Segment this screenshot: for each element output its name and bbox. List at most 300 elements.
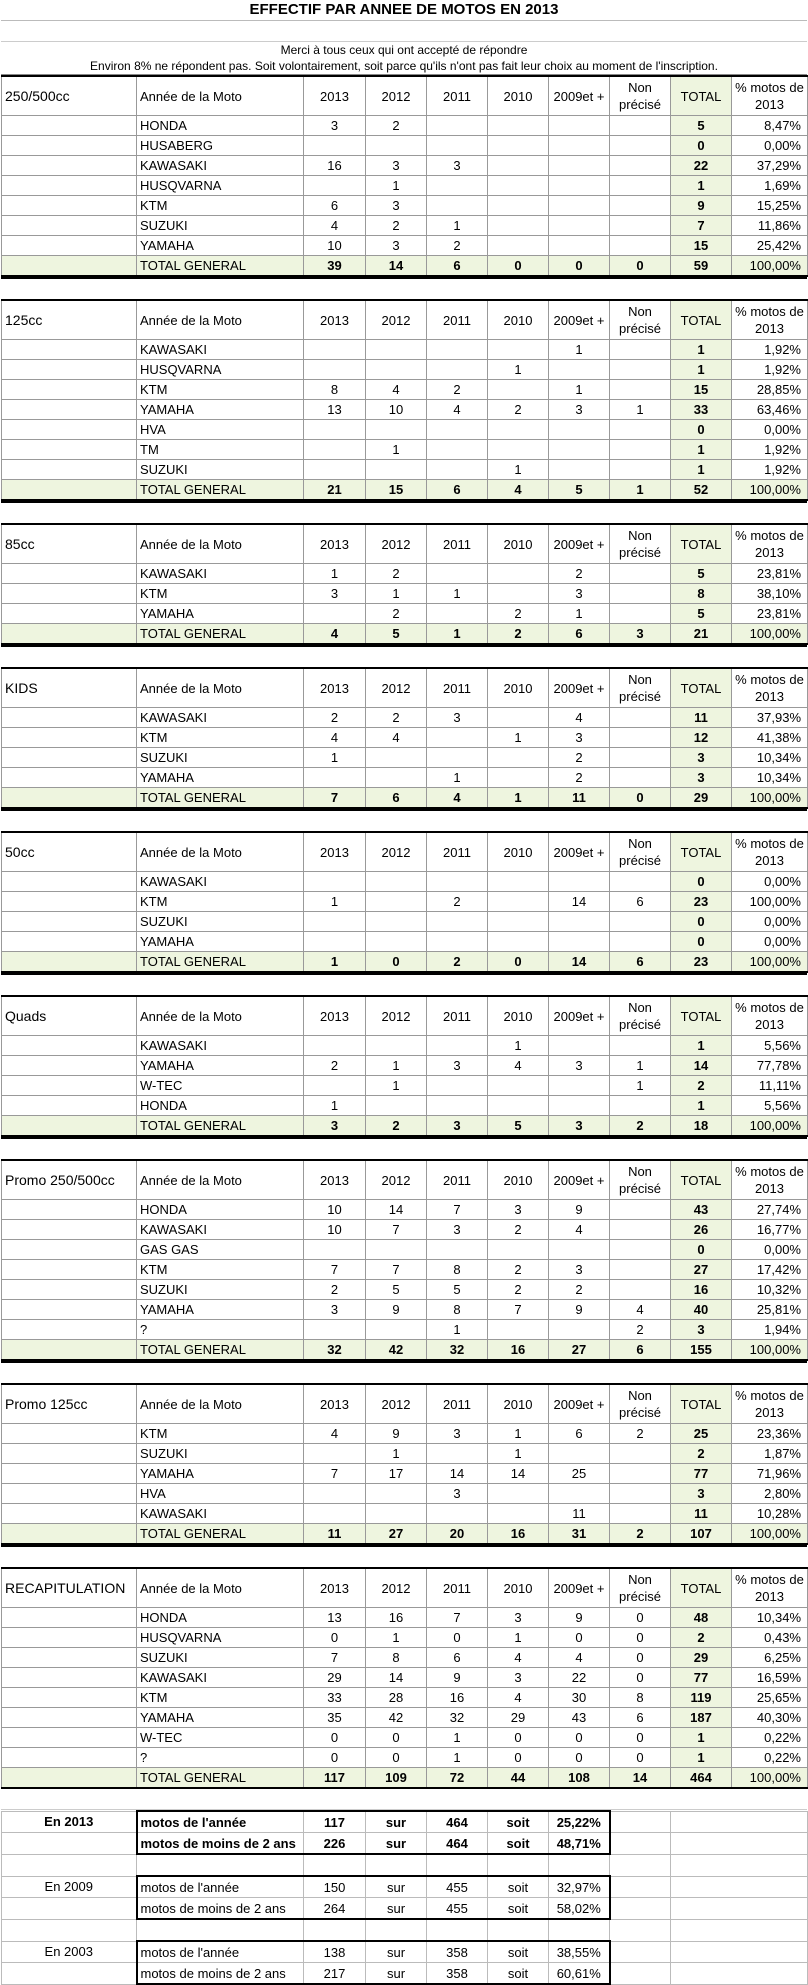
total-cell: 4 — [488, 480, 549, 501]
total-cell: 100,00% — [732, 788, 808, 809]
cell: 10,28% — [732, 1504, 808, 1524]
column-header: Année de la Moto — [137, 996, 304, 1036]
row-spacer — [2, 1688, 137, 1708]
section-table — [1, 995, 808, 1137]
blank-cell — [488, 1919, 549, 1941]
cell: 3 — [427, 1220, 488, 1240]
column-header: Année de la Moto — [137, 1160, 304, 1200]
cell: 22 — [549, 1668, 610, 1688]
summary-cell: 38,55% — [549, 1941, 610, 1963]
cell — [366, 1240, 427, 1260]
cell: 32 — [427, 1708, 488, 1728]
cell: 1 — [304, 892, 366, 912]
brand-name: SUZUKI — [137, 1648, 304, 1668]
section-name: 85cc — [2, 524, 137, 564]
cell — [610, 1484, 671, 1504]
cell — [610, 1280, 671, 1300]
cell: 13 — [304, 1608, 366, 1628]
cell — [488, 892, 549, 912]
cell — [427, 176, 488, 196]
cell: 16,59% — [732, 1668, 808, 1688]
header-row — [2, 76, 808, 116]
cell: 16 — [671, 1280, 732, 1300]
cell: 10 — [304, 1200, 366, 1220]
cell: 3 — [671, 768, 732, 788]
summary-label: motos de l'année — [137, 1811, 304, 1833]
cell: 35 — [304, 1708, 366, 1728]
cell: 25 — [671, 1424, 732, 1444]
brand-name: KTM — [137, 380, 304, 400]
cell — [366, 932, 427, 952]
cell: 8 — [366, 1648, 427, 1668]
table-row — [2, 584, 808, 604]
cell — [610, 216, 671, 236]
total-cell: 39 — [304, 256, 366, 277]
brand-name: YAMAHA — [137, 768, 304, 788]
row-spacer — [2, 256, 137, 277]
header-row — [2, 1568, 808, 1608]
cell: 40,30% — [732, 1708, 808, 1728]
cell — [366, 1484, 427, 1504]
cell — [488, 584, 549, 604]
total-cell: 0 — [366, 952, 427, 973]
section-gap — [1, 501, 807, 523]
cell: 1,92% — [732, 460, 808, 480]
row-spacer — [2, 136, 137, 156]
cell: 0 — [304, 1728, 366, 1748]
cell: 33 — [304, 1688, 366, 1708]
total-cell: 11 — [304, 1524, 366, 1545]
row-spacer — [2, 420, 137, 440]
table-row — [2, 604, 808, 624]
total-row — [2, 480, 808, 501]
summary-cell: soit — [488, 1941, 549, 1963]
cell: 43 — [671, 1200, 732, 1220]
blank-cell — [304, 1919, 366, 1941]
cell — [610, 564, 671, 584]
cell: 3 — [488, 1200, 549, 1220]
table-row — [2, 1484, 808, 1504]
cell: 2 — [304, 1056, 366, 1076]
blank-cell — [610, 1963, 671, 1985]
cell: 2 — [366, 708, 427, 728]
cell: 3 — [549, 1056, 610, 1076]
brand-name: YAMAHA — [137, 932, 304, 952]
summary-row — [2, 1898, 808, 1920]
total-cell: 14 — [610, 1768, 671, 1789]
summary-cell: soit — [488, 1898, 549, 1920]
cell — [304, 768, 366, 788]
total-cell: 0 — [488, 256, 549, 277]
cell: 2 — [427, 380, 488, 400]
row-spacer — [2, 196, 137, 216]
column-header: % motos de 2013 — [732, 524, 808, 564]
cell: 25,81% — [732, 1300, 808, 1320]
blank-cell — [427, 1854, 488, 1876]
cell — [488, 380, 549, 400]
cell: 2 — [488, 1220, 549, 1240]
cell — [427, 360, 488, 380]
cell: 9 — [366, 1424, 427, 1444]
cell: 2 — [488, 1280, 549, 1300]
cell: 3 — [366, 236, 427, 256]
total-cell: 6 — [610, 952, 671, 973]
cell — [488, 176, 549, 196]
total-cell: 29 — [671, 788, 732, 809]
total-cell: 18 — [671, 1116, 732, 1137]
cell: 4 — [549, 1648, 610, 1668]
table-row — [2, 136, 808, 156]
cell: 48 — [671, 1608, 732, 1628]
summary-cell: sur — [366, 1833, 427, 1855]
cell: 30 — [549, 1688, 610, 1708]
column-header: TOTAL — [671, 996, 732, 1036]
cell: 4 — [488, 1056, 549, 1076]
brand-name: SUZUKI — [137, 1280, 304, 1300]
total-row — [2, 1116, 808, 1137]
cell: 43 — [549, 1708, 610, 1728]
row-spacer — [2, 1096, 137, 1116]
cell: 2 — [610, 1320, 671, 1340]
table-row — [2, 768, 808, 788]
cell: 11 — [549, 1504, 610, 1524]
cell — [427, 1444, 488, 1464]
cell: 16 — [366, 1608, 427, 1628]
brand-name: HUSQVARNA — [137, 360, 304, 380]
row-spacer — [2, 1116, 137, 1137]
cell — [427, 604, 488, 624]
table-row — [2, 1464, 808, 1484]
cell — [549, 1096, 610, 1116]
cell — [427, 340, 488, 360]
cell: 12 — [671, 728, 732, 748]
summary-table — [1, 1810, 808, 1985]
cell — [427, 872, 488, 892]
blank-cell — [549, 1919, 610, 1941]
cell — [610, 584, 671, 604]
cell: 1 — [427, 584, 488, 604]
row-spacer — [2, 380, 137, 400]
cell: 0,00% — [732, 872, 808, 892]
row-spacer — [2, 1484, 137, 1504]
column-header: TOTAL — [671, 1384, 732, 1424]
cell — [304, 604, 366, 624]
total-label: TOTAL GENERAL — [137, 1524, 304, 1545]
summary-cell: 455 — [427, 1876, 488, 1898]
section-table — [1, 523, 808, 645]
cell: 77 — [671, 1668, 732, 1688]
cell — [427, 1076, 488, 1096]
total-cell: 16 — [488, 1340, 549, 1361]
cell: 14 — [427, 1464, 488, 1484]
cell — [610, 1260, 671, 1280]
column-header: Non précisé — [610, 76, 671, 116]
summary-cell: 217 — [304, 1963, 366, 1985]
total-cell: 21 — [304, 480, 366, 501]
cell: 1 — [488, 1424, 549, 1444]
cell: 10,34% — [732, 768, 808, 788]
blank-cell — [610, 1811, 671, 1833]
cell: 5 — [671, 116, 732, 136]
blank-row — [2, 1919, 808, 1941]
cell: 0 — [610, 1728, 671, 1748]
brand-name: KAWASAKI — [137, 1036, 304, 1056]
cell — [304, 440, 366, 460]
cell: 4 — [304, 1424, 366, 1444]
cell: 0 — [671, 1240, 732, 1260]
cell: 7 — [488, 1300, 549, 1320]
cell — [366, 1504, 427, 1524]
table-row — [2, 872, 808, 892]
blank-cell — [2, 1898, 137, 1920]
column-header: % motos de 2013 — [732, 1384, 808, 1424]
cell: 4 — [610, 1300, 671, 1320]
summary-row — [2, 1811, 808, 1833]
summary-cell: 117 — [304, 1811, 366, 1833]
row-spacer — [2, 892, 137, 912]
cell: 1 — [549, 380, 610, 400]
cell: 4 — [549, 708, 610, 728]
table-row — [2, 236, 808, 256]
table-row — [2, 708, 808, 728]
cell: 8,47% — [732, 116, 808, 136]
section-name: Promo 125cc — [2, 1384, 137, 1424]
summary-label: motos de l'année — [137, 1941, 304, 1963]
blank-cell — [2, 1963, 137, 1985]
column-header: TOTAL — [671, 524, 732, 564]
cell: 0,00% — [732, 420, 808, 440]
cell — [610, 1444, 671, 1464]
column-header: 2009et + — [549, 300, 610, 340]
cell: 7 — [671, 216, 732, 236]
brand-name: W-TEC — [137, 1728, 304, 1748]
blank-row — [1, 21, 807, 42]
cell — [366, 360, 427, 380]
cell: 4 — [304, 216, 366, 236]
cell — [610, 1200, 671, 1220]
cell — [488, 1096, 549, 1116]
row-spacer — [2, 156, 137, 176]
row-spacer — [2, 1076, 137, 1096]
column-header: 2010 — [488, 832, 549, 872]
blank-cell — [2, 1833, 137, 1855]
table-row — [2, 340, 808, 360]
cell — [488, 1484, 549, 1504]
cell — [366, 768, 427, 788]
cell — [549, 912, 610, 932]
cell: 1 — [304, 748, 366, 768]
total-row — [2, 256, 808, 277]
brand-name: KAWASAKI — [137, 872, 304, 892]
cell: 25,42% — [732, 236, 808, 256]
cell — [610, 872, 671, 892]
cell: 37,29% — [732, 156, 808, 176]
brand-name: ? — [137, 1748, 304, 1768]
brand-name: KAWASAKI — [137, 156, 304, 176]
cell: 0,22% — [732, 1748, 808, 1768]
cell — [488, 156, 549, 176]
table-row — [2, 1280, 808, 1300]
cell: 1 — [488, 360, 549, 380]
cell: 0,43% — [732, 1628, 808, 1648]
row-spacer — [2, 216, 137, 236]
section-table — [1, 1383, 808, 1545]
cell — [304, 1036, 366, 1056]
cell: 2 — [488, 604, 549, 624]
brand-name: KTM — [137, 196, 304, 216]
sheet-title: EFFECTIF PAR ANNEE DE MOTOS EN 2013 — [1, 0, 807, 21]
cell — [488, 872, 549, 892]
cell: 1 — [366, 176, 427, 196]
row-spacer — [2, 236, 137, 256]
intro-line-2: Environ 8% ne répondent pas. Soit volontairement, soit parce qu'ils n'ont pas fait leur choix au moment de l'inscription. — [90, 59, 718, 73]
section-table — [1, 831, 808, 973]
cell: 4 — [549, 1220, 610, 1240]
section-table — [1, 75, 808, 277]
header-row — [2, 1160, 808, 1200]
column-header: 2010 — [488, 1384, 549, 1424]
cell: 1 — [610, 1076, 671, 1096]
cell — [304, 136, 366, 156]
cell: 1,92% — [732, 340, 808, 360]
total-cell: 1 — [610, 480, 671, 501]
total-cell: 100,00% — [732, 1768, 808, 1789]
column-header: % motos de 2013 — [732, 1160, 808, 1200]
cell: 2 — [427, 892, 488, 912]
column-header: 2009et + — [549, 524, 610, 564]
table-row — [2, 564, 808, 584]
brand-name: SUZUKI — [137, 912, 304, 932]
summary-cell: 60,61% — [549, 1963, 610, 1985]
total-cell: 6 — [549, 624, 610, 645]
column-header: 2011 — [427, 1384, 488, 1424]
column-header: TOTAL — [671, 300, 732, 340]
cell: 1 — [671, 440, 732, 460]
cell — [610, 380, 671, 400]
column-header: Non précisé — [610, 668, 671, 708]
total-cell: 42 — [366, 1340, 427, 1361]
cell — [366, 872, 427, 892]
total-cell: 5 — [549, 480, 610, 501]
cell: 23 — [671, 892, 732, 912]
total-cell: 0 — [610, 788, 671, 809]
total-cell: 27 — [366, 1524, 427, 1545]
cell — [488, 1504, 549, 1524]
table-row — [2, 1688, 808, 1708]
cell — [549, 1240, 610, 1260]
table-row — [2, 440, 808, 460]
cell — [488, 1076, 549, 1096]
cell — [366, 340, 427, 360]
cell: 16 — [304, 156, 366, 176]
cell: 1 — [488, 728, 549, 748]
cell: 28 — [366, 1688, 427, 1708]
blank-cell — [2, 1919, 137, 1941]
cell: 1 — [427, 216, 488, 236]
cell: 1,94% — [732, 1320, 808, 1340]
brand-name: YAMAHA — [137, 604, 304, 624]
blank-cell — [304, 1854, 366, 1876]
brand-name: HONDA — [137, 1608, 304, 1628]
table-row — [2, 1056, 808, 1076]
summary-row — [2, 1941, 808, 1963]
row-spacer — [2, 1280, 137, 1300]
brand-name: KTM — [137, 1260, 304, 1280]
cell: 16,77% — [732, 1220, 808, 1240]
cell — [366, 1320, 427, 1340]
cell: 2 — [366, 564, 427, 584]
brand-name: KTM — [137, 728, 304, 748]
column-header: 2012 — [366, 524, 427, 564]
summary-cell: 358 — [427, 1963, 488, 1985]
row-spacer — [2, 1668, 137, 1688]
total-cell: 2 — [488, 624, 549, 645]
cell: 14 — [366, 1200, 427, 1220]
table-row — [2, 460, 808, 480]
cell: 40 — [671, 1300, 732, 1320]
cell — [427, 564, 488, 584]
cell: 5 — [366, 1280, 427, 1300]
total-cell: 1 — [304, 952, 366, 973]
brand-name: YAMAHA — [137, 236, 304, 256]
table-row — [2, 892, 808, 912]
cell: 0 — [488, 1748, 549, 1768]
column-header: 2009et + — [549, 1160, 610, 1200]
cell — [366, 1036, 427, 1056]
cell — [610, 156, 671, 176]
cell: 1 — [427, 768, 488, 788]
table-row — [2, 1708, 808, 1728]
row-spacer — [2, 1260, 137, 1280]
row-spacer — [2, 728, 137, 748]
total-cell: 7 — [304, 788, 366, 809]
cell — [610, 196, 671, 216]
cell — [549, 176, 610, 196]
cell: 0 — [671, 872, 732, 892]
total-row — [2, 1340, 808, 1361]
summary-cell: 455 — [427, 1898, 488, 1920]
cell: 15 — [671, 380, 732, 400]
table-row — [2, 360, 808, 380]
total-cell: 1 — [488, 788, 549, 809]
cell — [304, 932, 366, 952]
cell: 1 — [427, 1728, 488, 1748]
brand-name: W-TEC — [137, 1076, 304, 1096]
section-name: 125cc — [2, 300, 137, 340]
cell — [610, 1240, 671, 1260]
row-spacer — [2, 788, 137, 809]
total-label: TOTAL GENERAL — [137, 624, 304, 645]
total-cell: 100,00% — [732, 1524, 808, 1545]
cell — [610, 708, 671, 728]
summary-label: motos de moins de 2 ans — [137, 1833, 304, 1855]
cell — [549, 116, 610, 136]
summary-row — [2, 1876, 808, 1898]
brand-name: KTM — [137, 892, 304, 912]
cell: 10,34% — [732, 748, 808, 768]
column-header: % motos de 2013 — [732, 996, 808, 1036]
cell — [304, 872, 366, 892]
cell — [549, 1320, 610, 1340]
cell: 1 — [427, 1320, 488, 1340]
brand-name: KTM — [137, 1424, 304, 1444]
cell — [366, 892, 427, 912]
column-header: Année de la Moto — [137, 1568, 304, 1608]
cell: 0,00% — [732, 136, 808, 156]
cell — [549, 1444, 610, 1464]
column-header: 2013 — [304, 1384, 366, 1424]
cell — [427, 932, 488, 952]
